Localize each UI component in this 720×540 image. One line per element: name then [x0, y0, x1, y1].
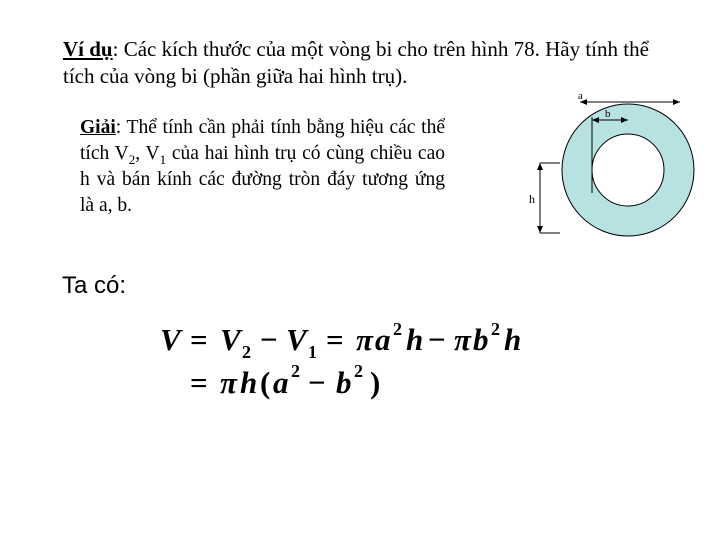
bearing-ring-figure: [520, 85, 700, 245]
formula-exp-b: 2: [491, 319, 500, 339]
volume-formula: [160, 315, 580, 410]
formula-line-2: [190, 361, 380, 400]
label-b: b: [605, 108, 611, 120]
ta-co-label: Ta có:: [62, 272, 127, 299]
solution-label: Giải: [80, 117, 116, 138]
formula-line2-h: h: [240, 365, 258, 400]
dimension-a-arrow-right: [673, 99, 680, 105]
formula-line2-exp-b: 2: [354, 361, 363, 381]
formula-minus-2: −: [428, 322, 446, 357]
problem-label: Ví dụ: [63, 37, 113, 61]
formula-line2-minus: −: [308, 365, 326, 400]
solution-text-3: của hai hình trụ có cùng chiều cao h và bán kính các đường tròn đáy tương ứng là a, b.: [80, 143, 445, 216]
solution-text-2: , V: [135, 143, 160, 164]
formula-V2: V: [220, 322, 241, 357]
formula-b: b: [473, 322, 489, 357]
formula-pi-2: π: [454, 322, 471, 357]
formula-eq-2: =: [326, 322, 344, 357]
formula-pi-1: π: [356, 322, 373, 357]
v1-subscript: 1: [159, 151, 167, 167]
formula-line2-pi: π: [220, 365, 237, 400]
formula-line2-eq: =: [190, 365, 208, 400]
label-h: h: [529, 192, 535, 206]
dimension-h-arrow-bottom: [537, 226, 543, 233]
problem-text: Các kích thước của một vòng bi cho trên hình 78. Hãy tính thể tích của vòng bi (phần giữa hai hình trụ).: [63, 37, 649, 88]
formula-line-1: [160, 319, 521, 362]
formula-sub-1: 1: [308, 342, 317, 362]
formula-a: a: [375, 322, 391, 357]
inner-cylinder-circle: [592, 134, 664, 206]
formula-h-2: h: [504, 322, 522, 357]
formula-sub-2: 2: [242, 342, 251, 362]
solution-paragraph: [80, 115, 445, 219]
v2-subscript: 2: [128, 151, 136, 167]
formula-line2-a: a: [273, 365, 289, 400]
solution-label-sep: :: [115, 117, 127, 138]
formula-line2-lparen: (: [260, 365, 271, 400]
formula-minus-1: −: [260, 322, 278, 357]
problem-label-sep: :: [112, 37, 124, 61]
formula-h-1: h: [406, 322, 424, 357]
label-a: a: [578, 90, 583, 102]
formula-exp-a: 2: [393, 319, 402, 339]
formula-V: V: [160, 322, 181, 357]
problem-statement: [63, 36, 683, 90]
formula-V1: V: [286, 322, 307, 357]
formula-eq-1: =: [190, 322, 208, 357]
formula-line2-rparen: ): [370, 365, 381, 400]
solution-text-1: Thể tính cần phải tính bằng hiệu các thể tích V: [80, 117, 445, 164]
dimension-h-arrow-top: [537, 163, 543, 170]
formula-line2-exp-a: 2: [291, 361, 300, 381]
formula-line2-b: b: [336, 365, 352, 400]
